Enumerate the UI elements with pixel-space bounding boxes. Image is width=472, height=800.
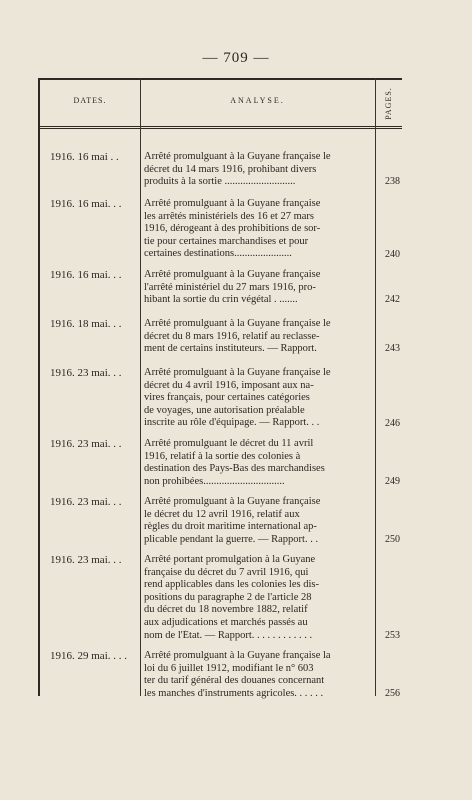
entry-line: décret du 4 avril 1916, imposant aux na- — [144, 379, 314, 391]
entry-page: 246 — [385, 418, 400, 429]
entry-line: ter du tarif général des douanes concernant — [144, 675, 325, 687]
entry-date: 1916. 23 mai. . . — [50, 496, 122, 508]
entry-line: Arrêté promulguant à la Guyane française le — [144, 367, 331, 378]
entry-line: positions du paragraphe 2 de l'article 28 — [144, 591, 312, 603]
header-pages-label: PAGES. — [384, 86, 394, 120]
entry-line: inscrite au rôle d'équipage. — Rapport. . . — [144, 417, 320, 429]
entry-date: 1916. 16 mai . . — [50, 151, 119, 163]
entry-line: décret du 14 mars 1916, prohibant divers — [144, 163, 317, 175]
entry-line: nom de l'État. — Rapport. . . . . . . . . . . . — [144, 629, 313, 641]
entry-line: les arrêtés ministériels des 16 et 27 mars — [144, 210, 314, 222]
entry-date: 1916. 16 mai. . . — [50, 198, 122, 210]
header-analyse: ANALYSE. — [230, 96, 285, 105]
entry-line: produits à la sortie ........................... — [144, 176, 296, 188]
entry-line: destination des Pays-Bas des marchandises — [144, 463, 325, 475]
entry-line: tie pour certaines marchandises et pour — [144, 235, 309, 247]
entry-date: 1916. 23 mai. . . — [50, 438, 122, 450]
entry-analysis — [144, 367, 372, 430]
entry-analysis — [144, 496, 372, 546]
entry-analysis — [144, 438, 372, 488]
entry-line: non prohibées............................... — [144, 475, 285, 487]
entry-line: Arrêté portant promulgation à la Guyane — [144, 554, 316, 565]
entry-line: Arrêté promulguant à la Guyane française le — [144, 318, 331, 329]
entry-line: les manches d'instruments agricoles. . . . . . — [144, 687, 324, 699]
entry-line: ment de certains instituteurs. — Rapport. — [144, 343, 317, 355]
entry-line: du décret du 18 novembre 1882, relatif — [144, 604, 308, 616]
entry-page: 250 — [385, 534, 400, 545]
entry-line: règles du droit maritime international ap- — [144, 521, 317, 533]
entry-date: 1916. 29 mai. . . . — [50, 650, 127, 662]
header-rule — [40, 126, 402, 129]
entry-date: 1916. 16 mai. . . — [50, 269, 122, 281]
entry-analysis — [144, 269, 372, 307]
entry-analysis — [144, 151, 372, 189]
entry-line: 1916, dérogeant à des prohibitions de sor- — [144, 223, 321, 235]
entry-page: 238 — [385, 176, 400, 187]
entry-page: 253 — [385, 630, 400, 641]
entry-page: 243 — [385, 343, 400, 354]
entry-page: 240 — [385, 249, 400, 260]
entry-analysis — [144, 650, 372, 700]
entry-page: 256 — [385, 688, 400, 699]
entry-line: Arrêté promulguant le décret du 11 avril — [144, 438, 314, 449]
entry-line: certaines destinations...................... — [144, 248, 292, 260]
entry-line: décret du 8 mars 1916, relatif au reclasse- — [144, 330, 320, 342]
entry-line: Arrêté promulguant à la Guyane française — [144, 496, 321, 507]
entry-page: 249 — [385, 476, 400, 487]
column-divider — [375, 78, 376, 696]
entry-line: 1916, relatif à la sortie des colonies à — [144, 450, 301, 462]
header-pages — [375, 80, 402, 126]
entry-page: 242 — [385, 294, 400, 305]
entry-date: 1916. 23 mai. . . — [50, 367, 122, 379]
entry-analysis — [144, 198, 372, 261]
column-divider — [140, 78, 141, 696]
entry-analysis — [144, 318, 372, 356]
header-dates: DATES. — [73, 96, 107, 105]
entry-line: de voyages, une autorisation préalable — [144, 404, 305, 416]
entry-line: loi du 6 juillet 1912, modifiant le n° 603 — [144, 662, 314, 674]
entry-line: aux adjudications et marchés passés au — [144, 616, 308, 628]
entry-line: Arrêté promulguant à la Guyane française — [144, 198, 321, 209]
entry-date: 1916. 18 mai. . . — [50, 318, 122, 330]
entry-line: hibant la sortie du crin végétal . ....... — [144, 294, 298, 306]
entry-analysis — [144, 554, 372, 642]
entry-line: Arrêté promulguant à la Guyane française la — [144, 650, 331, 661]
entry-line: française du décret du 7 avril 1916, qui — [144, 566, 309, 578]
entry-line: plicable pendant la guerre. — Rapport. . . — [144, 533, 319, 545]
entry-line: Arrêté promulguant à la Guyane française — [144, 269, 321, 280]
entry-line: vires français, pour certaines catégories — [144, 392, 310, 404]
entry-date: 1916. 23 mai. . . — [50, 554, 122, 566]
entry-line: Arrêté promulguant à la Guyane française le — [144, 151, 331, 162]
table-top-rule — [40, 78, 402, 80]
entry-line: le décret du 12 avril 1916, relatif aux — [144, 508, 300, 520]
entry-line: rend applicables dans les colonies les dis- — [144, 579, 319, 591]
index-table — [38, 78, 402, 699]
entry-line: l'arrêté ministériel du 27 mars 1916, pro- — [144, 281, 316, 293]
page-number: — 709 — — [202, 50, 270, 66]
